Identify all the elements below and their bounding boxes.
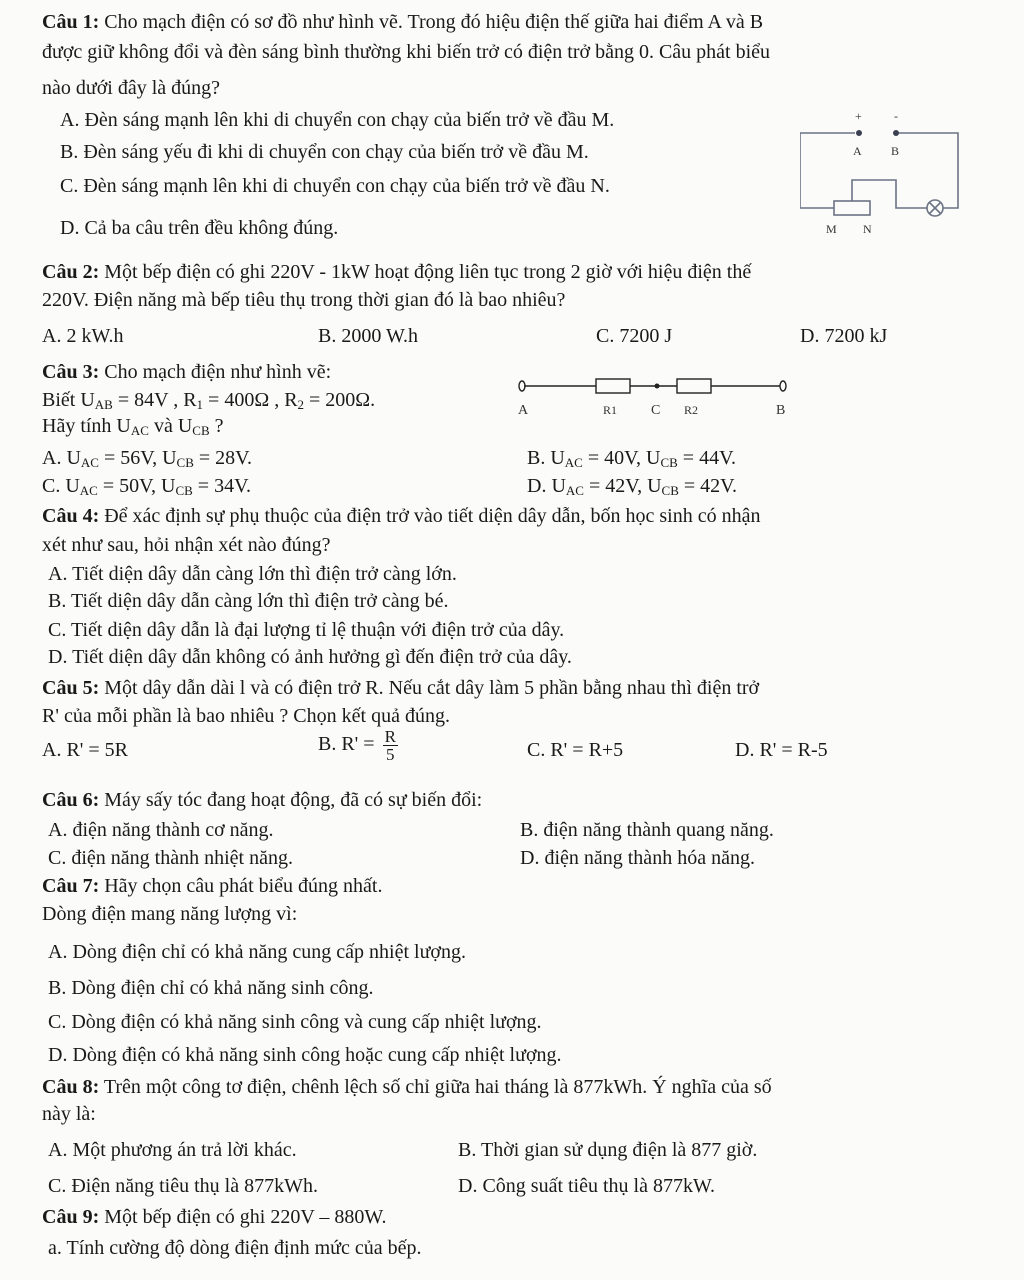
q9-line-1: [42, 1205, 386, 1229]
subscript: CB: [661, 483, 679, 498]
q7-line-2: [42, 902, 297, 926]
point-b-label: B: [891, 144, 900, 158]
point-b-label: B: [776, 403, 786, 418]
subscript: AC: [565, 483, 584, 498]
point-n-label: N: [863, 222, 872, 236]
q4-option-b: [48, 589, 449, 613]
text: A. Tiết diện dây dẫn càng lớn thì điện trở càng lớn.: [48, 563, 457, 585]
text: C. U: [42, 475, 80, 497]
fraction: [383, 728, 398, 763]
q3-option-c: [42, 474, 251, 503]
subscript: AC: [564, 455, 583, 470]
q4-line-2: [42, 533, 331, 557]
q8-line-2: [42, 1102, 96, 1126]
question-label: Câu 4:: [42, 505, 100, 527]
text: D. Tiết diện dây dẫn không có ảnh hưởng gì đến điện trở của dây.: [48, 646, 572, 668]
text: B. R' =: [318, 733, 380, 756]
text: A. U: [42, 447, 81, 469]
subscript: CB: [192, 423, 210, 438]
text: C. Dòng điện có khả năng sinh công và cung cấp nhiệt lượng.: [48, 1011, 542, 1033]
text: D. Cả ba câu trên đều không đúng.: [60, 217, 339, 239]
text: A. 2 kW.h: [42, 325, 124, 347]
text: D. U: [527, 475, 566, 497]
q3-line-2: [42, 388, 375, 417]
q7-option-a: [48, 940, 466, 964]
q8-line-1: [42, 1075, 772, 1099]
q1-line-3: [42, 76, 220, 100]
q4-option-a: [48, 562, 457, 586]
text: B. Đèn sáng yếu đi khi di chuyển con chạy của biến trở về đầu M.: [60, 141, 589, 163]
text: = 400Ω , R: [203, 389, 298, 411]
q8-option-b: [458, 1138, 757, 1162]
text: = 28V.: [193, 447, 253, 469]
point-c-label: C: [651, 403, 661, 418]
question-label: Câu 3:: [42, 361, 100, 383]
text: C. Điện năng tiêu thụ là 877kWh.: [48, 1175, 318, 1197]
text: Hãy chọn câu phát biểu đúng nhất.: [99, 875, 383, 897]
q1-option-c: [60, 174, 610, 198]
text: 220V. Điện năng mà bếp tiêu thụ trong thời gian đó là bao nhiêu?: [42, 289, 566, 311]
numerator: R: [384, 727, 396, 746]
text: Một dây dẫn dài l và có điện trở R. Nếu cắt dây làm 5 phần bằng nhau thì điện trở: [99, 677, 760, 699]
q1-option-d: [60, 216, 338, 240]
text: ?: [209, 415, 224, 437]
minus-label: -: [894, 109, 898, 123]
question-label: Câu 6:: [42, 789, 100, 811]
q2-option-d: [800, 324, 887, 348]
text: Một bếp điện có ghi 220V - 1kW hoạt động liên tục trong 2 giờ với hiệu điện thế: [99, 261, 752, 283]
text: Dòng điện mang năng lượng vì:: [42, 903, 298, 925]
subscript: CB: [175, 483, 193, 498]
denominator: 5: [385, 745, 395, 764]
text: Biết U: [42, 389, 95, 411]
subscript: AC: [130, 423, 149, 438]
question-label: Câu 1:: [42, 11, 100, 33]
subscript: CB: [176, 455, 194, 470]
text: này là:: [42, 1103, 96, 1125]
text: Một bếp điện có ghi 220V – 880W.: [99, 1206, 387, 1228]
q2-option-c: [596, 324, 672, 348]
text: A. R' = 5R: [42, 739, 129, 761]
text: B. U: [527, 447, 565, 469]
text: = 84V , R: [112, 389, 197, 411]
q5-line-2: [42, 704, 450, 728]
text: = 56V, U: [98, 447, 177, 469]
text: A. Dòng điện chỉ có khả năng cung cấp nhiệt lượng.: [48, 941, 466, 963]
point-a-label: A: [518, 403, 529, 418]
text: C. 7200 J: [596, 325, 673, 347]
q7-option-b: [48, 976, 374, 1000]
text: B. Thời gian sử dụng điện là 877 giờ.: [458, 1139, 758, 1161]
q4-option-d: [48, 645, 572, 669]
q8-option-a: [48, 1138, 297, 1162]
circuit-diagram-2: [510, 366, 800, 422]
q1-line-2: [42, 40, 770, 64]
question-label: Câu 9:: [42, 1206, 100, 1228]
subscript: CB: [660, 455, 678, 470]
text: Trên một công tơ điện, chênh lệch số chỉ giữa hai tháng là 877kWh. Ý nghĩa của số: [99, 1076, 772, 1098]
text: A. điện năng thành cơ năng.: [48, 819, 274, 841]
text: Máy sấy tóc đang hoạt động, đã có sự biến đổi:: [99, 789, 483, 811]
text: A. Đèn sáng mạnh lên khi di chuyển con chạy của biến trở về đầu M.: [60, 109, 615, 131]
text: C. Tiết diện dây dẫn là đại lượng tỉ lệ thuận với điện trở của dây.: [48, 619, 565, 641]
q8-option-c: [48, 1174, 318, 1198]
text: D. điện năng thành hóa năng.: [520, 847, 755, 869]
subscript: 2: [297, 397, 305, 412]
text: B. Dòng điện chỉ có khả năng sinh công.: [48, 977, 374, 999]
q2-option-a: [42, 324, 123, 348]
q5-option-b: [318, 728, 398, 763]
q5-option-a: [42, 738, 128, 762]
q5-line-1: [42, 676, 759, 700]
question-label: Câu 5:: [42, 677, 100, 699]
point-m-label: M: [826, 222, 837, 236]
q8-option-d: [458, 1174, 715, 1198]
text: xét như sau, hỏi nhận xét nào đúng?: [42, 534, 331, 556]
question-label: Câu 7:: [42, 875, 100, 897]
text: a. Tính cường độ dòng điện định mức của bếp.: [48, 1237, 422, 1259]
text: = 40V, U: [582, 447, 661, 469]
text: = 200Ω.: [304, 389, 376, 411]
subscript: 1: [196, 397, 204, 412]
text: = 42V.: [678, 475, 738, 497]
text: Hãy tính U: [42, 415, 131, 437]
point-a-label: A: [853, 144, 862, 158]
q3-option-b: [527, 446, 736, 475]
q1-option-a: [60, 108, 614, 132]
q3-line-1: [42, 360, 331, 384]
text: D. Dòng điện có khả năng sinh công hoặc cung cấp nhiệt lượng.: [48, 1044, 562, 1066]
text: Để xác định sự phụ thuộc của điện trở vào tiết diện dây dẫn, bốn học sinh có nhận: [99, 505, 761, 527]
q2-line-1: [42, 260, 751, 284]
text: C. R' = R+5: [527, 739, 624, 761]
text: = 44V.: [677, 447, 736, 469]
subscript: AC: [79, 483, 98, 498]
q6-line-1: [42, 788, 482, 812]
text: nào dưới đây là đúng?: [42, 77, 221, 99]
q2-line-2: [42, 288, 565, 312]
text: và U: [148, 415, 193, 437]
text: được giữ không đổi và đèn sáng bình thường khi biến trở có điện trở bằng 0. Câu phát biểu: [42, 41, 771, 63]
q7-option-d: [48, 1043, 562, 1067]
question-label: Câu 2:: [42, 261, 100, 283]
text: Cho mạch điện như hình vẽ:: [99, 361, 332, 383]
text: D. Công suất tiêu thụ là 877kW.: [458, 1175, 716, 1197]
text: = 50V, U: [97, 475, 176, 497]
subscript: AC: [80, 455, 99, 470]
q9-line-2: [48, 1236, 421, 1260]
q7-line-1: [42, 874, 383, 898]
subscript: AB: [94, 397, 113, 412]
question-label: Câu 8:: [42, 1076, 100, 1098]
r1-label: R1: [603, 403, 618, 417]
q6-option-c: [48, 846, 293, 870]
text: C. Đèn sáng mạnh lên khi di chuyển con chạy của biến trở về đầu N.: [60, 175, 610, 197]
q4-option-c: [48, 618, 564, 642]
text: D. 7200 kJ: [800, 325, 888, 347]
text: R' của mỗi phần là bao nhiêu ? Chọn kết quả đúng.: [42, 705, 450, 727]
text: C. điện năng thành nhiệt năng.: [48, 847, 293, 869]
q6-option-d: [520, 846, 755, 870]
text: A. Một phương án trả lời khác.: [48, 1139, 297, 1161]
q3-option-a: [42, 446, 252, 475]
q1-option-b: [60, 140, 589, 164]
text: B. Tiết diện dây dẫn càng lớn thì điện trở càng bé.: [48, 590, 449, 612]
text: Cho mạch điện có sơ đồ như hình vẽ. Trong đó hiệu điện thế giữa hai điểm A và B: [99, 11, 764, 33]
text: B. 2000 W.h: [318, 325, 419, 347]
q3-line-3: [42, 414, 224, 443]
r2-label: R2: [684, 403, 699, 417]
q5-option-c: [527, 738, 623, 762]
q7-option-c: [48, 1010, 542, 1034]
text: D. R' = R-5: [735, 739, 828, 761]
text: = 34V.: [192, 475, 251, 497]
q5-option-d: [735, 738, 828, 762]
q2-option-b: [318, 324, 418, 348]
q6-option-b: [520, 818, 774, 842]
text: = 42V, U: [583, 475, 662, 497]
plus-label: +: [855, 109, 862, 123]
q1-line-1: [42, 10, 763, 34]
q6-option-a: [48, 818, 274, 842]
q3-option-d: [527, 474, 737, 503]
text: B. điện năng thành quang năng.: [520, 819, 774, 841]
q4-line-1: [42, 504, 760, 528]
circuit-diagram-1: [800, 100, 980, 250]
